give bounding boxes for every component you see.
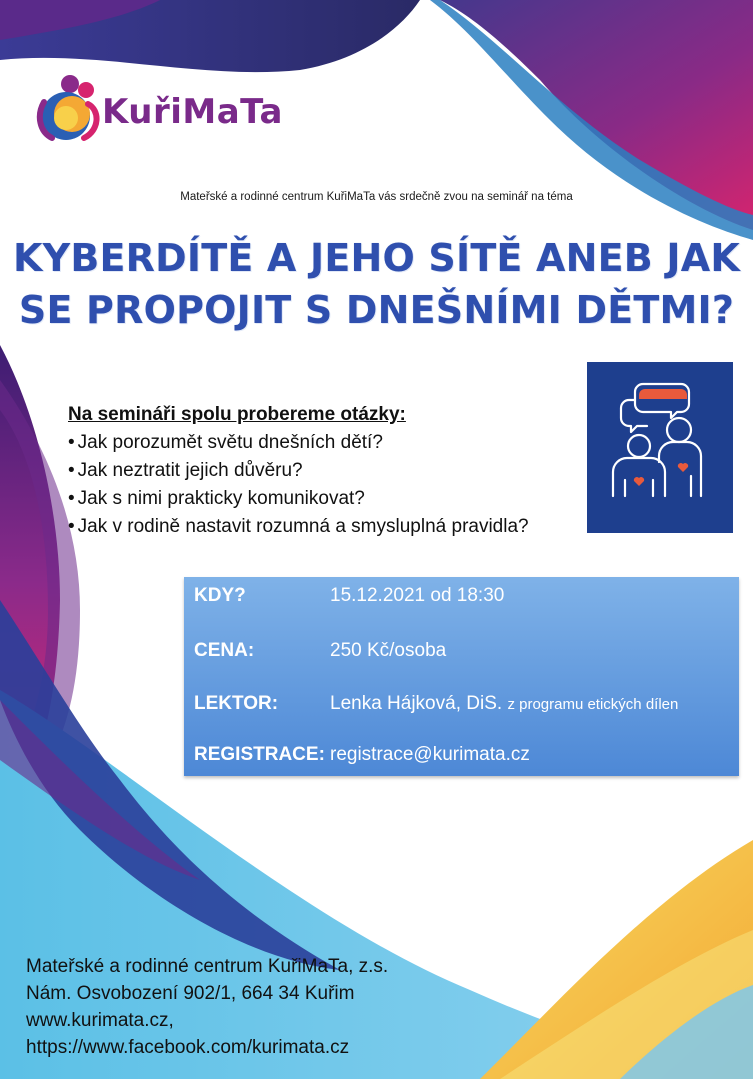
price-label: CENA: <box>194 640 255 661</box>
footer-facebook-link[interactable]: https://www.facebook.com/kurimata.cz <box>26 1037 350 1058</box>
event-info-box <box>184 577 739 776</box>
question-item: • Jak porozumět světu dnešních dětí? <box>68 429 529 457</box>
questions-list <box>68 401 529 541</box>
footer-address: Nám. Osvobození 902/1, 664 34 Kuřim <box>26 983 355 1004</box>
footer-website-link[interactable]: www.kurimata.cz, <box>26 1010 174 1031</box>
title-line-1: KYBERDÍTĚ A JEHO SÍTĚ ANEB JAK <box>13 236 740 280</box>
registration-email-link[interactable]: registrace@kurimata.cz <box>330 744 530 765</box>
when-value: 15.12.2021 od 18:30 <box>330 585 505 606</box>
parent-child-chat-illustration <box>587 362 733 533</box>
when-label: KDY? <box>194 585 246 606</box>
lector-name: Lenka Hájková, DiS. <box>330 693 503 714</box>
question-item: • Jak v rodině nastavit rozumná a smysluplná pravidla? <box>68 513 529 541</box>
title-line-2: SE PROPOJIT S DNEŠNÍMI DĚTMI? <box>18 288 735 332</box>
lector-note: z programu etických dílen <box>507 696 679 713</box>
registration-label: REGISTRACE: <box>194 744 325 765</box>
lector-label: LEKTOR: <box>194 693 279 714</box>
question-item: • Jak s nimi prakticky komunikovat? <box>68 485 529 513</box>
question-item: • Jak neztratit jejich důvěru? <box>68 457 529 485</box>
footer-contact <box>26 953 388 1061</box>
questions-heading: Na semináři spolu probereme otázky: <box>68 404 406 425</box>
seminar-title <box>0 232 753 336</box>
logo-text: KuřiMaTa <box>102 92 283 132</box>
price-value: 250 Kč/osoba <box>330 640 447 661</box>
lector-value <box>330 693 678 715</box>
invitation-text: Mateřské a rodinné centrum KuřiMaTa vás srdečně zvou na seminář na téma <box>180 191 573 203</box>
footer-org-name: Mateřské a rodinné centrum KuřiMaTa, z.s. <box>26 956 389 977</box>
